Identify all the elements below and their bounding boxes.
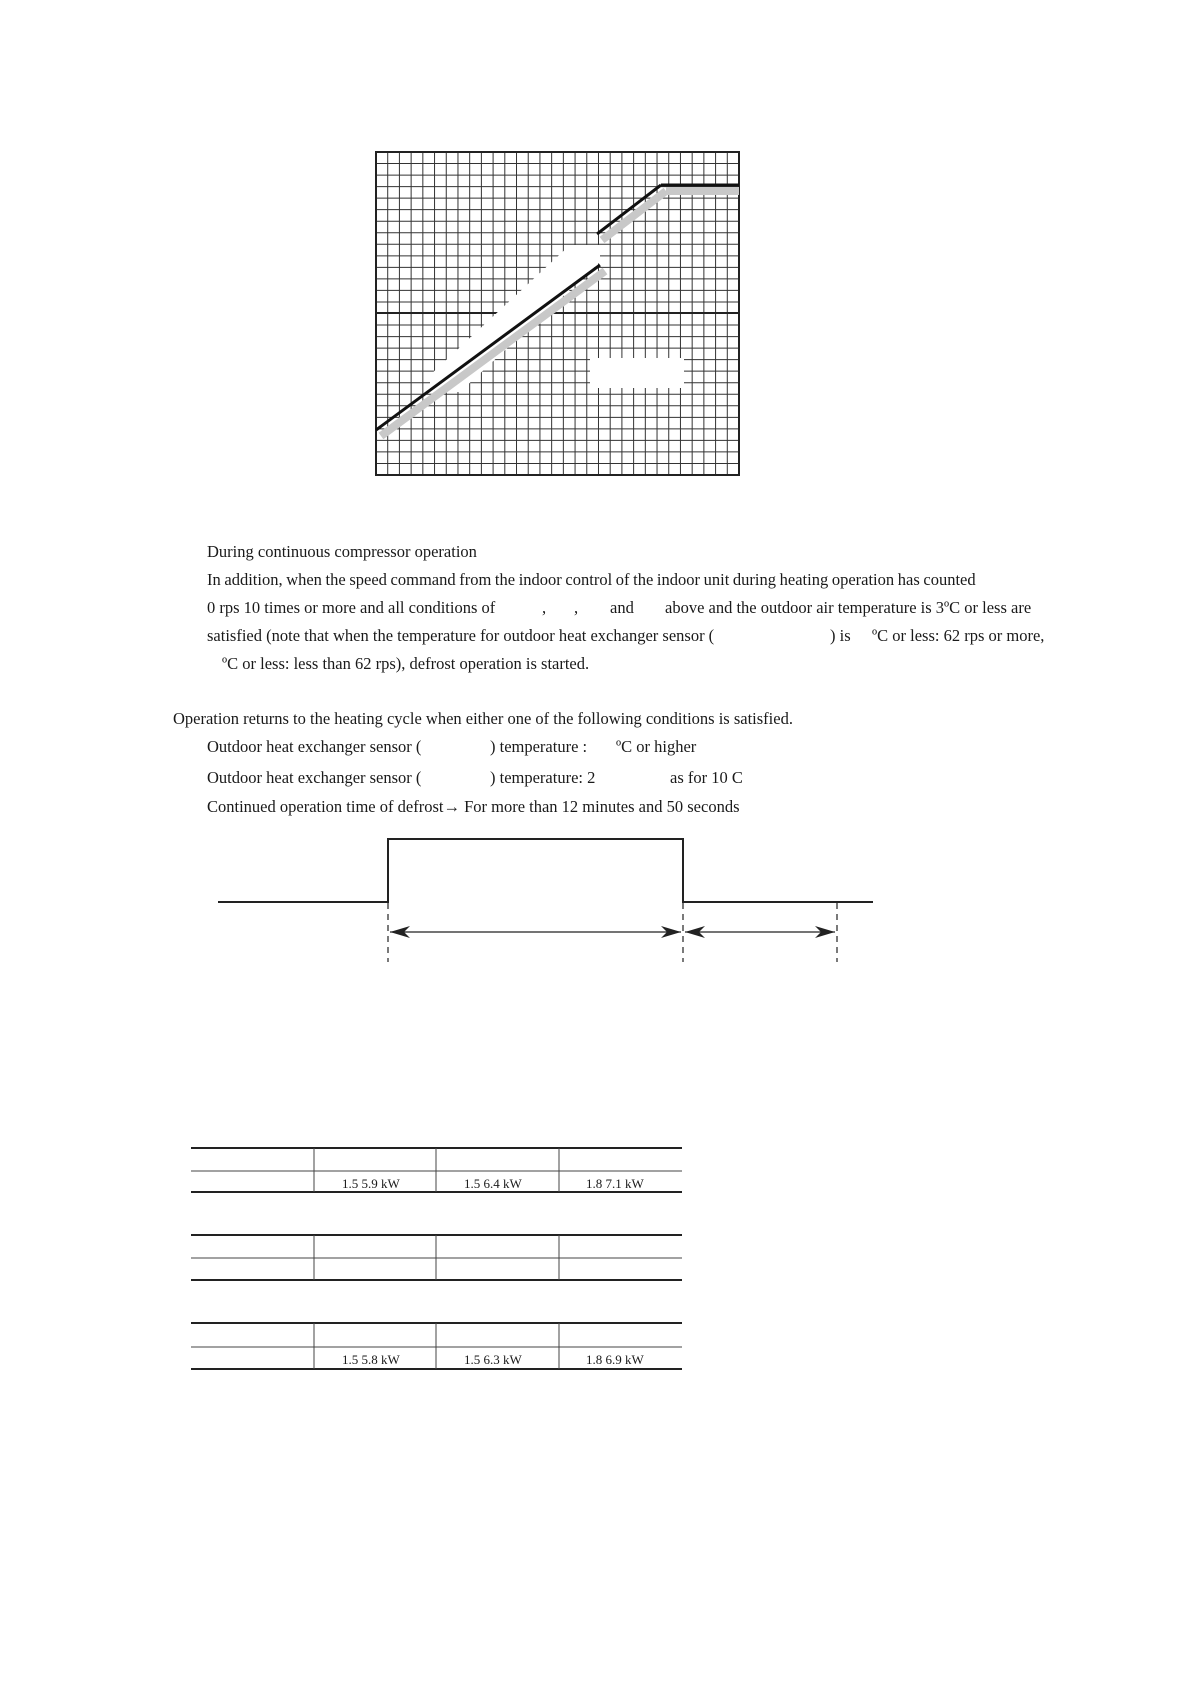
continuous-p4: ºC or less: less than 62 rps), defrost operation is started.: [222, 654, 590, 673]
continuous-p3a: satisfied (note that when the temperature for outdoor heat exchanger sensor (: [207, 626, 715, 645]
rise-line-lower: [376, 265, 600, 430]
continuous-p2d: and: [610, 598, 634, 617]
t1-cell-1: 1.5 5.9 kW: [342, 1176, 400, 1191]
continuous-p3b: ) is: [830, 626, 851, 645]
t1-cell-3: 1.8 7.1 kW: [586, 1176, 644, 1191]
return-c2a: Outdoor heat exchanger sensor (: [207, 768, 422, 787]
return-c3: Continued operation time of defrost→ For more than 12 minutes and 50 seconds: [207, 797, 740, 816]
continuous-p1: In addition, when the speed command from the indoor control of the indoor unit during heating operation has counted: [207, 570, 976, 589]
t3-cell-2: 1.5 6.3 kW: [464, 1352, 522, 1367]
return-intro: Operation returns to the heating cycle when either one of the following conditions is satisfied.: [173, 709, 793, 728]
t3-cell-1: 1.5 5.8 kW: [342, 1352, 400, 1367]
return-c1c: ºC or higher: [616, 737, 697, 756]
continuous-p2a: 0 rps 10 times or more and all conditions of: [207, 598, 496, 617]
t3-cell-3: 1.8 6.9 kW: [586, 1352, 644, 1367]
continuous-heading: During continuous compressor operation: [207, 542, 477, 561]
return-c2b: ) temperature: 2: [490, 768, 596, 787]
return-c1b: ) temperature :: [490, 737, 588, 756]
t1-cell-2: 1.5 6.4 kW: [464, 1176, 522, 1191]
continuous-p2b: ,: [542, 598, 547, 617]
continuous-p2c: ,: [574, 598, 579, 617]
label-blank: [590, 358, 684, 388]
continuous-p2e: above and the outdoor air temperature is 3ºC or less are: [665, 598, 1032, 617]
return-c2c: as for 10 C: [670, 768, 743, 787]
defrost-timing-diagram: [218, 839, 873, 902]
continuous-p3c: ºC or less: 62 rps or more,: [872, 626, 1045, 645]
return-c1a: Outdoor heat exchanger sensor (: [207, 737, 422, 756]
